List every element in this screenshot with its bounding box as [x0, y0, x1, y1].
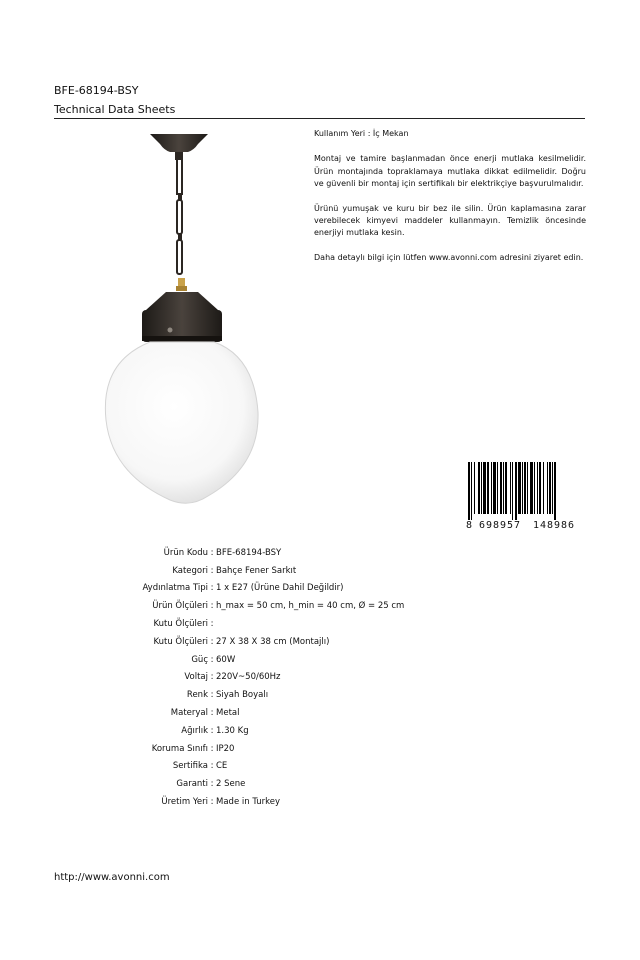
spec-label: Kutu Ölçüleri [153, 619, 208, 630]
spec-value: Made in Turkey [216, 797, 280, 808]
barcode-bar [500, 462, 502, 514]
spec-value: Siyah Boyalı [216, 690, 269, 701]
spec-value: 220V~50/60Hz [216, 672, 281, 683]
barcode-bar [543, 462, 544, 514]
spec-row [54, 704, 404, 722]
spec-separator: : [210, 619, 214, 630]
installation-warning: Montaj ve tamire başlanmadan önce enerji mutlaka kesilmelidir. Ürün montajında topraklamaya mutlaka dikkat edilmelidir. Doğru ve güvenli bir montaj için sertifikalı bir elektrikçiye başvurulmalıdır. [314, 154, 586, 189]
spec-value: 2 Sene [216, 779, 246, 790]
barcode-bar [522, 462, 523, 514]
spec-label: Aydınlatma Tipi [142, 583, 208, 594]
spec-value: h_max = 50 cm, h_min = 40 cm, Ø = 25 cm [216, 601, 405, 612]
spec-row [54, 793, 404, 811]
spec-separator: : [210, 672, 214, 683]
spec-separator: : [210, 725, 214, 736]
spec-separator: : [210, 547, 214, 558]
spec-label: Ağırlık [181, 725, 208, 736]
barcode-bar [537, 462, 538, 514]
spec-separator: : [210, 583, 214, 594]
spec-label: Koruma Sınıfı [151, 743, 208, 754]
spec-separator: : [210, 743, 214, 754]
barcode-bars [466, 462, 584, 520]
barcode-bar [524, 462, 526, 514]
barcode-bar [483, 462, 486, 514]
barcode-bar [534, 462, 535, 514]
barcode-bar [493, 462, 496, 514]
barcode-bar [547, 462, 548, 514]
sheet-subtitle: Technical Data Sheets [54, 103, 176, 116]
spec-label: Sertifika [172, 761, 208, 772]
barcode-bar [471, 462, 472, 520]
barcode-bar [527, 462, 528, 514]
spec-separator: : [210, 654, 214, 665]
spec-label: Materyal [170, 708, 208, 719]
footer-url[interactable]: http://www.avonni.com [54, 872, 170, 883]
spec-separator: : [210, 565, 214, 576]
spec-label: Güç [191, 654, 208, 665]
spec-value: CE [216, 761, 228, 772]
spec-row [54, 633, 404, 651]
barcode-digit-first: 8 [466, 520, 474, 531]
ean-barcode [466, 462, 584, 534]
spec-label: Ürün Kodu [163, 547, 208, 558]
spec-value: Bahçe Fener Sarkıt [216, 565, 297, 576]
usage-info-block [314, 128, 586, 264]
spec-row [54, 775, 404, 793]
spec-value: 60W [216, 654, 236, 665]
pendant-lamp-image [98, 130, 268, 510]
usage-location: Kullanım Yeri : İç Mekan [314, 129, 409, 138]
more-info-note: Daha detaylı bilgi için lütfen www.avonni.com adresini ziyaret edin. [314, 252, 584, 262]
barcode-bar [510, 462, 511, 514]
barcode-bar [474, 462, 475, 514]
spec-separator: : [210, 690, 214, 701]
spec-value: 27 X 38 X 38 cm (Montajlı) [216, 636, 330, 647]
spec-label: Renk [186, 690, 208, 701]
barcode-bar [515, 462, 517, 520]
header-divider [54, 118, 585, 119]
barcode-bar [487, 462, 489, 514]
spec-table [54, 544, 404, 811]
barcode-bar [505, 462, 507, 514]
spec-label: Kutu Ölçüleri [153, 636, 208, 647]
barcode-bar [549, 462, 551, 514]
barcode-bar [478, 462, 480, 514]
spec-value: 1 x E27 (Ürüne Dahil Değildir) [216, 583, 344, 594]
spec-row [54, 597, 404, 615]
spec-separator: : [210, 708, 214, 719]
spec-row [54, 669, 404, 687]
barcode-digits-right: 148986 [532, 520, 576, 531]
spec-value: IP20 [216, 743, 235, 754]
cleaning-instructions: Ürünü yumuşak ve kuru bir bez ile silin. Ürün kaplamasına zarar verebilecek kimyevi maddeler kullanmayın. Temizlik öncesinde enerjiyi mutlaka kesin. [314, 203, 586, 238]
spec-row [54, 758, 404, 776]
spec-row [54, 651, 404, 669]
spec-label: Üretim Yeri [161, 797, 208, 808]
barcode-bar [554, 462, 556, 520]
spec-separator: : [210, 636, 214, 647]
barcode-bar [503, 462, 504, 514]
barcode-bar [518, 462, 521, 514]
spec-value: BFE-68194-BSY [216, 547, 282, 558]
spec-row [54, 740, 404, 758]
spec-value: Metal [216, 708, 240, 719]
spec-separator: : [210, 779, 214, 790]
spec-separator: : [210, 761, 214, 772]
barcode-bar [497, 462, 498, 514]
spec-label: Ürün Ölçüleri [152, 601, 208, 612]
spec-value: 1.30 Kg [216, 725, 249, 736]
spec-row [54, 580, 404, 598]
barcode-bar [530, 462, 533, 514]
barcode-bar [512, 462, 513, 520]
spec-row [54, 686, 404, 704]
spec-row [54, 722, 404, 740]
spec-label: Kategori [172, 565, 208, 576]
spec-label: Garanti [176, 779, 208, 790]
spec-row [54, 562, 404, 580]
barcode-bar [468, 462, 470, 520]
spec-separator: : [210, 601, 214, 612]
spec-label: Voltaj [184, 672, 208, 683]
spec-separator: : [210, 797, 214, 808]
barcode-bar [491, 462, 492, 514]
product-code-heading: BFE-68194-BSY [54, 84, 139, 97]
barcode-bar [552, 462, 553, 514]
barcode-digits-left: 698957 [478, 520, 522, 531]
spec-row [54, 544, 404, 562]
spec-row [54, 615, 404, 633]
barcode-bar [539, 462, 541, 514]
barcode-bar [481, 462, 482, 514]
